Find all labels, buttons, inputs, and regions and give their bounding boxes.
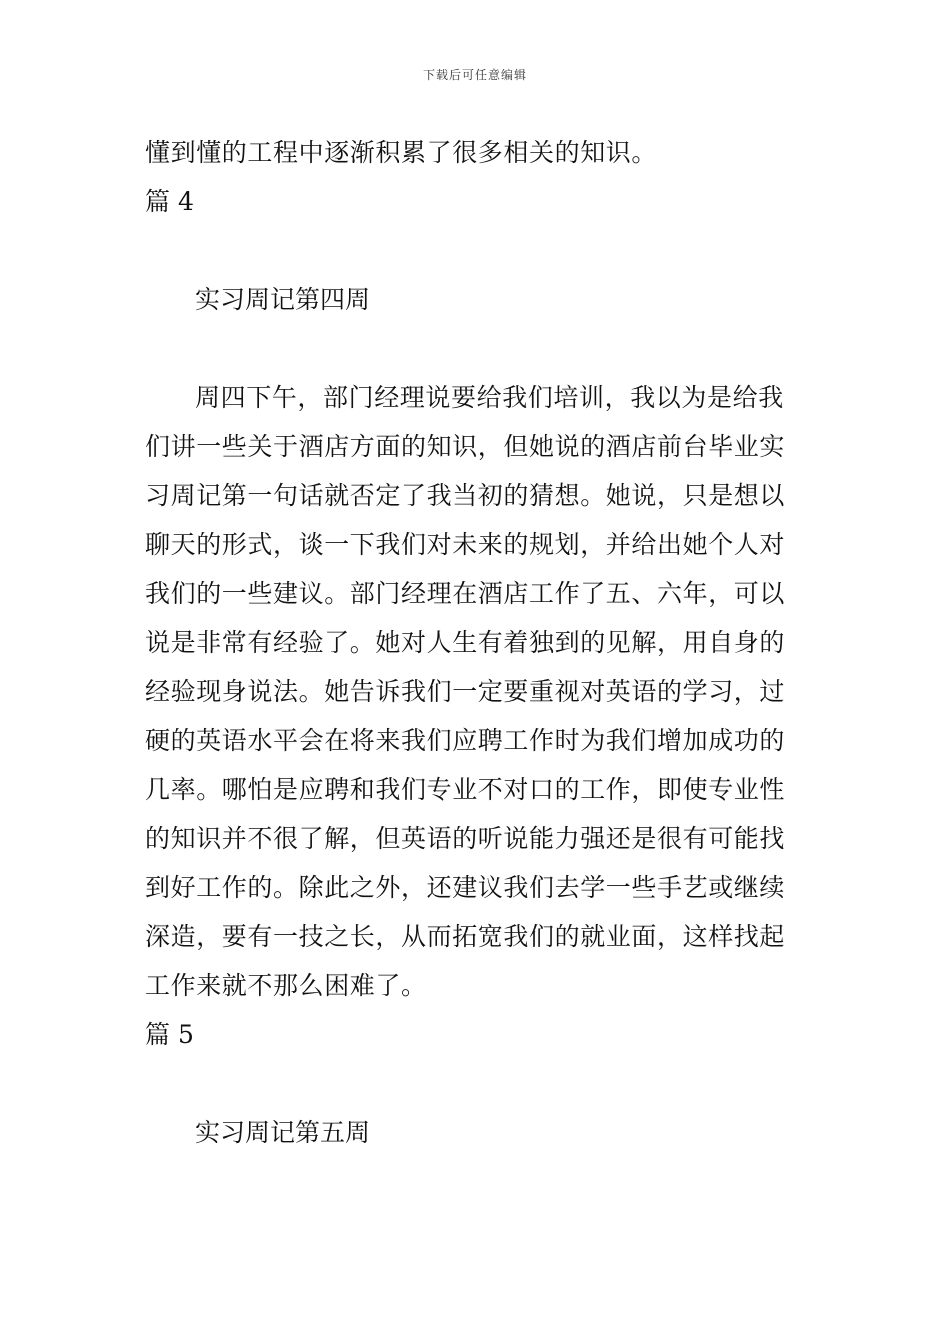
paragraph-line: 经验现身说法。她告诉我们一定要重视对英语的学习，过	[145, 677, 786, 706]
section-label-4: 篇 4	[145, 187, 194, 216]
paragraph-line: 习周记第一句话就否定了我当初的猜想。她说，只是想以	[145, 481, 786, 510]
paragraph-line: 工作来就不那么困难了。	[145, 971, 427, 1000]
blank-line	[145, 324, 810, 373]
paragraph-line: 我们的一些建议。部门经理在酒店工作了五、六年，可以	[145, 579, 786, 608]
paragraph-line: 硬的英语水平会在将来我们应聘工作时为我们增加成功的	[145, 726, 786, 755]
paragraph-line: 几率。哪怕是应聘和我们专业不对口的工作，即使专业性	[145, 775, 786, 804]
section-paragraph-4	[145, 373, 810, 1010]
paragraph-line: 们讲一些关于酒店方面的知识，但她说的酒店前台毕业实	[145, 432, 786, 461]
paragraph-line: 的知识并不很了解，但英语的听说能力强还是很有可能找	[145, 824, 786, 853]
page-header: 下载后可任意编辑	[422, 68, 527, 82]
blank-line	[145, 226, 810, 275]
paragraph-line: 周四下午，部门经理说要给我们培训，我以为是给我	[195, 383, 784, 412]
section-heading-4: 实习周记第四周	[195, 285, 371, 314]
document-body	[145, 128, 810, 1157]
section-label-5: 篇 5	[145, 1020, 194, 1049]
blank-line	[145, 1059, 810, 1108]
paragraph-line: 深造，要有一技之长，从而拓宽我们的就业面，这样找起	[145, 922, 786, 951]
paragraph-line: 到好工作的。除此之外，还建议我们去学一些手艺或继续	[145, 873, 786, 902]
paragraph-line: 说是非常有经验了。她对人生有着独到的见解，用自身的	[145, 628, 786, 657]
paragraph-line: 聊天的形式，谈一下我们对未来的规划，并给出她个人对	[145, 530, 786, 559]
section-heading-5: 实习周记第五周	[195, 1118, 371, 1147]
intro-line: 懂到懂的工程中逐渐积累了很多相关的知识。	[145, 138, 658, 167]
